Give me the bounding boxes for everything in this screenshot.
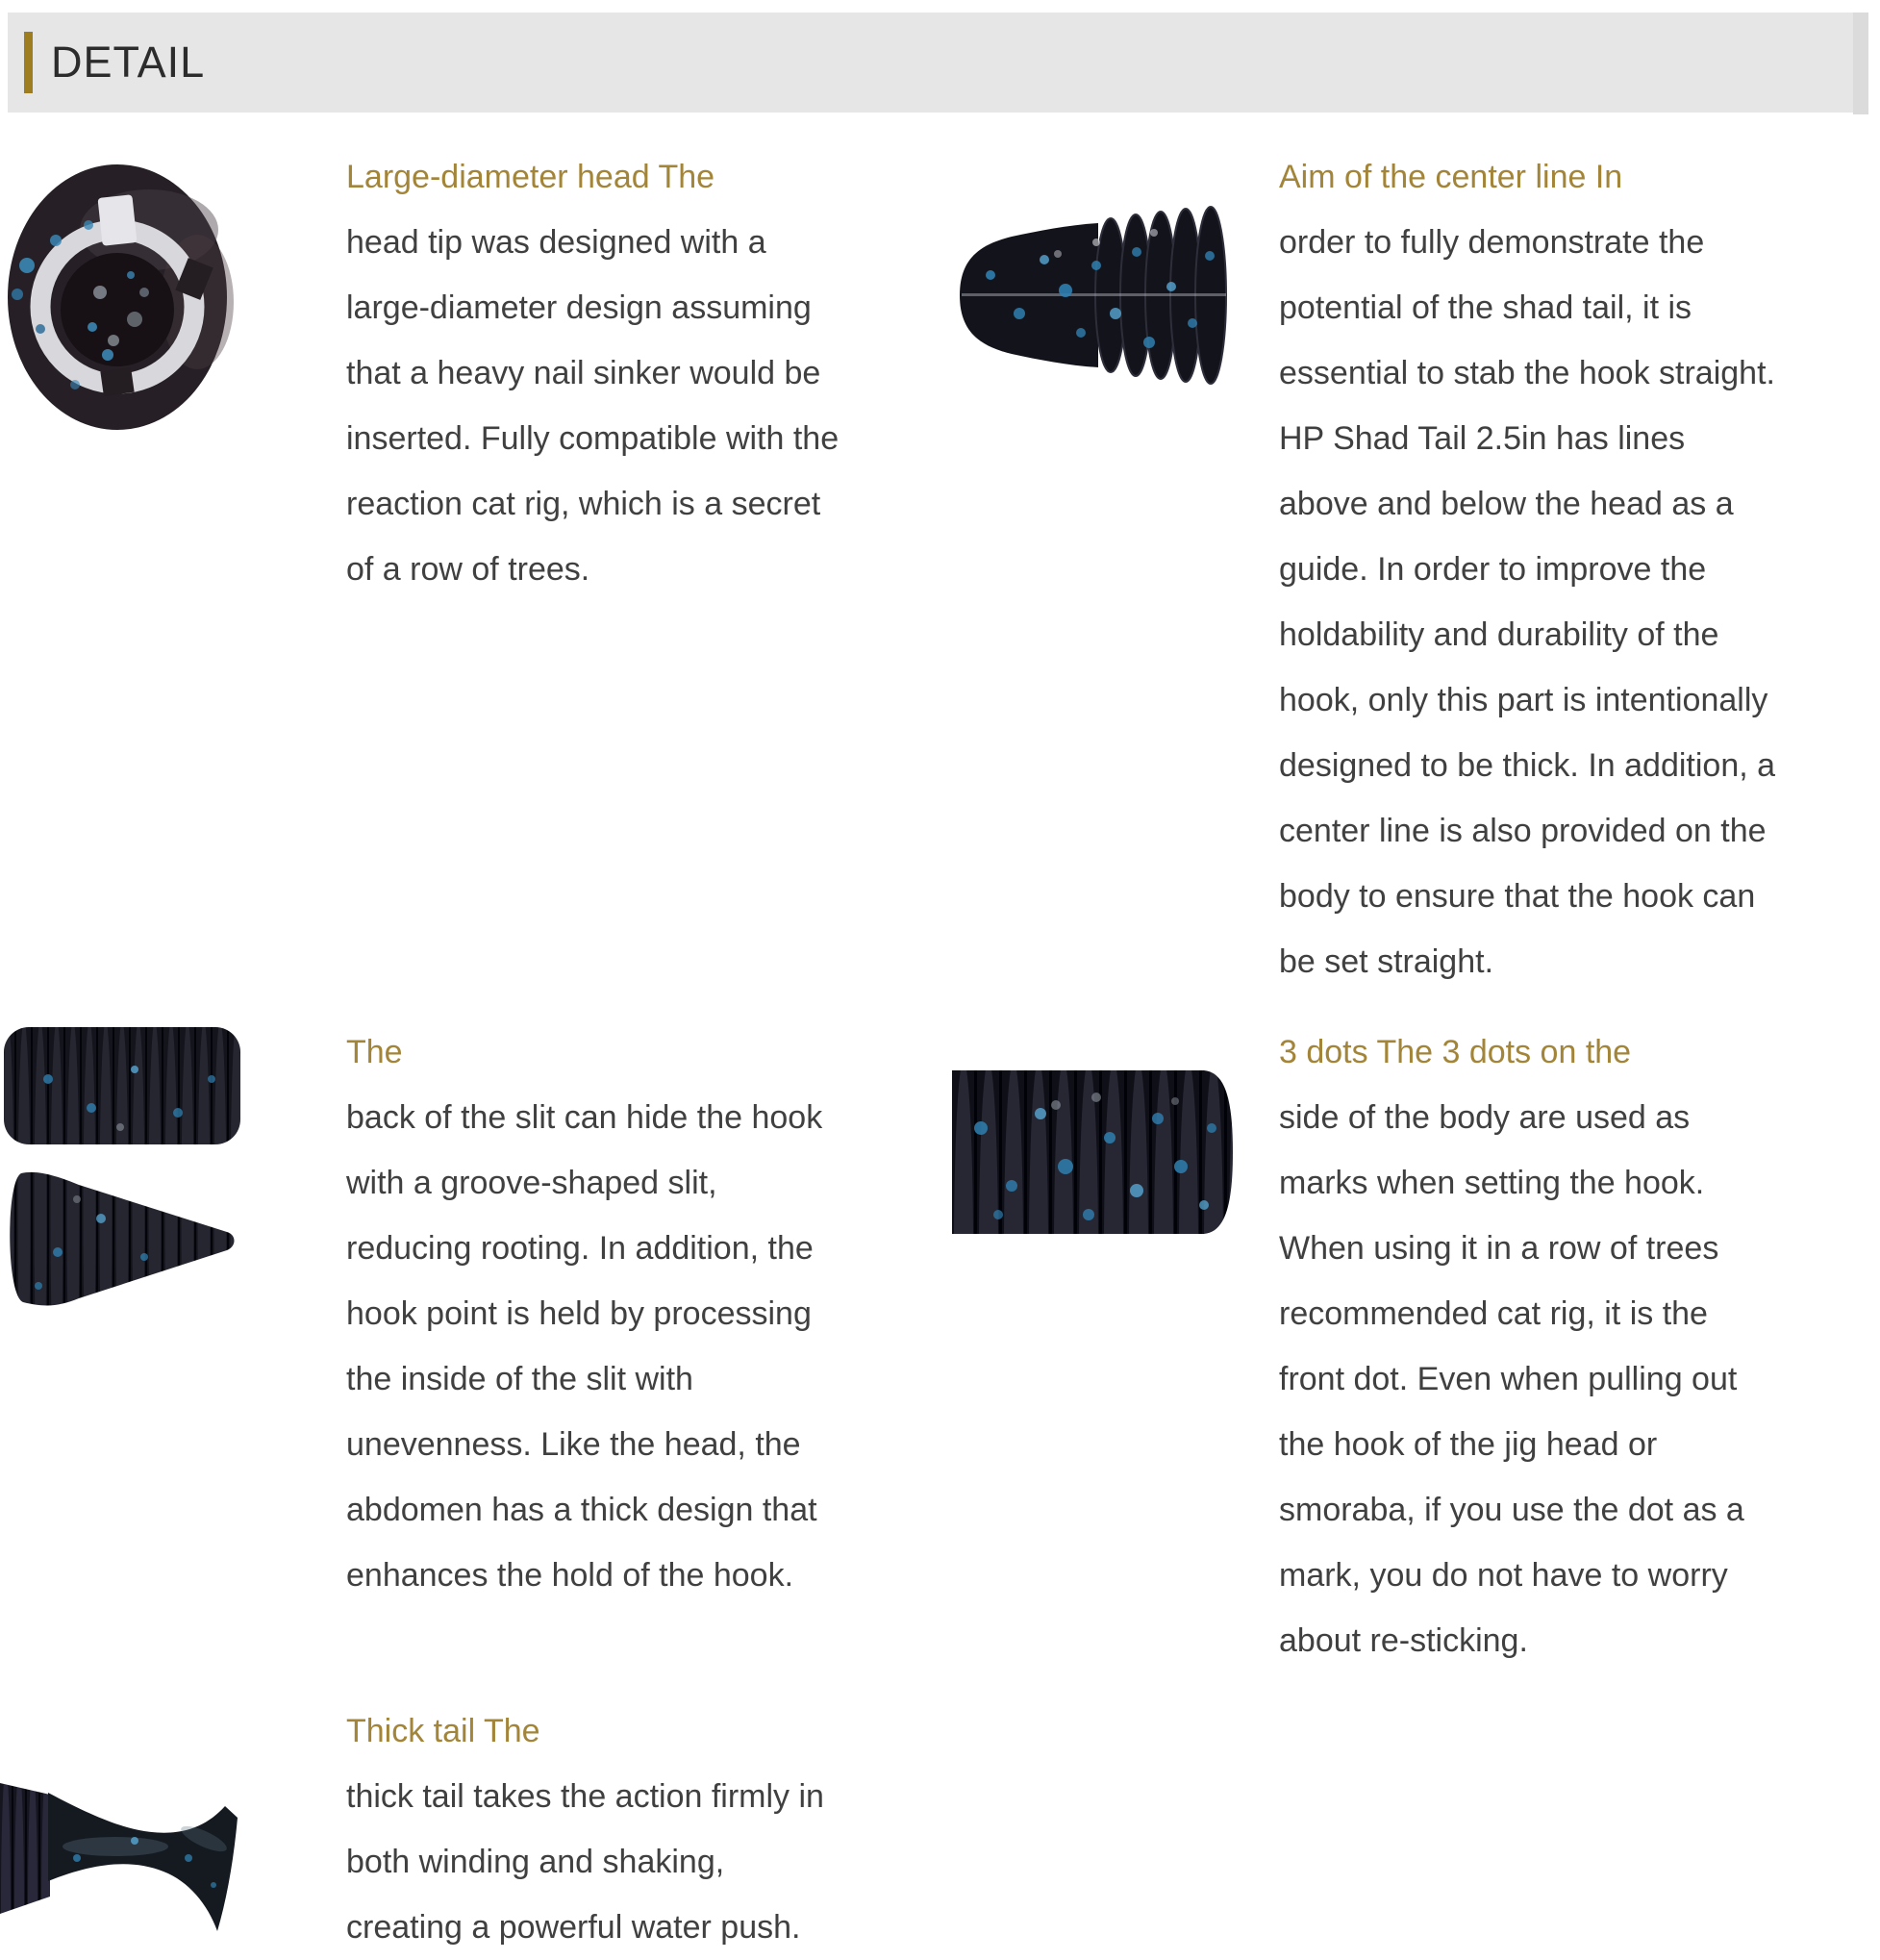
section-body: head tip was designed with a large-diameter design assuming that a heavy nail sinker would be inserted. Fully compatible with the reaction cat rig, which is a secret of a row of trees. [346,224,840,588]
section-aim-of-center-line [940,144,1880,994]
section-three-dots [940,1019,1880,1673]
lure-head-front-photo [0,148,288,602]
section-thick-tail [0,1698,940,1960]
lure-tail-photo [0,1770,288,1960]
section-text [1241,144,1880,994]
section-body: side of the body are used as marks when setting the hook. When using it in a row of trees recommended cat rig, it is the front dot. Even when pulling out the hook of the jig head or smoraba, if you use the dot as a mark, you do not have to worry about re-sticking. [1279,1099,1744,1659]
lure-body-slit-illustration [0,1021,240,1310]
section-body: back of the slit can hide the hook with a groove-shaped slit, reducing rooting. In addition, the hook point is held by processing the inside of the slit with unevenness. Like the head, the abdomen has a thick design that enhances the hold of the hook. [346,1099,823,1594]
section-title: 3 dots The 3 dots on the [1279,1034,1632,1070]
section-text [288,144,940,602]
gold-accent-bar [24,32,33,93]
lure-body-slit-photo [0,1021,288,1608]
section-title: The [346,1034,403,1070]
section-body: thick tail takes the action firmly in both winding and shaking, creating a powerful water push. [346,1778,824,1946]
lure-head-front-illustration [0,148,240,437]
lure-body-dots-illustration [952,1061,1241,1301]
detail-header [8,13,1868,113]
section-text [1241,1019,1880,1673]
section-slit-back [0,1019,940,1608]
section-title: Large-diameter head The [346,159,715,195]
section-body: order to fully demonstrate the potential of the shad tail, it is essential to stab the hook straight. HP Shad Tail 2.5in has lines above and below the head as a guide. In order to improve the holdability and durability of the hook, only this part is intentionally designed to be thick. In addition, a center line is also provided on the body to ensure that the hook can be set straight. [1279,224,1776,980]
section-title: Aim of the center line In [1279,159,1623,195]
section-text [288,1019,940,1608]
detail-heading: DETAIL [51,38,206,87]
lure-head-side-illustration [952,198,1241,439]
lure-body-dots-photo [940,1061,1241,1673]
section-large-diameter-head [0,144,940,602]
section-title: Thick tail The [346,1713,540,1749]
section-text [288,1698,940,1960]
detail-grid [0,144,1880,1960]
lure-tail-illustration [0,1770,250,1933]
lure-head-side-photo [940,198,1241,994]
